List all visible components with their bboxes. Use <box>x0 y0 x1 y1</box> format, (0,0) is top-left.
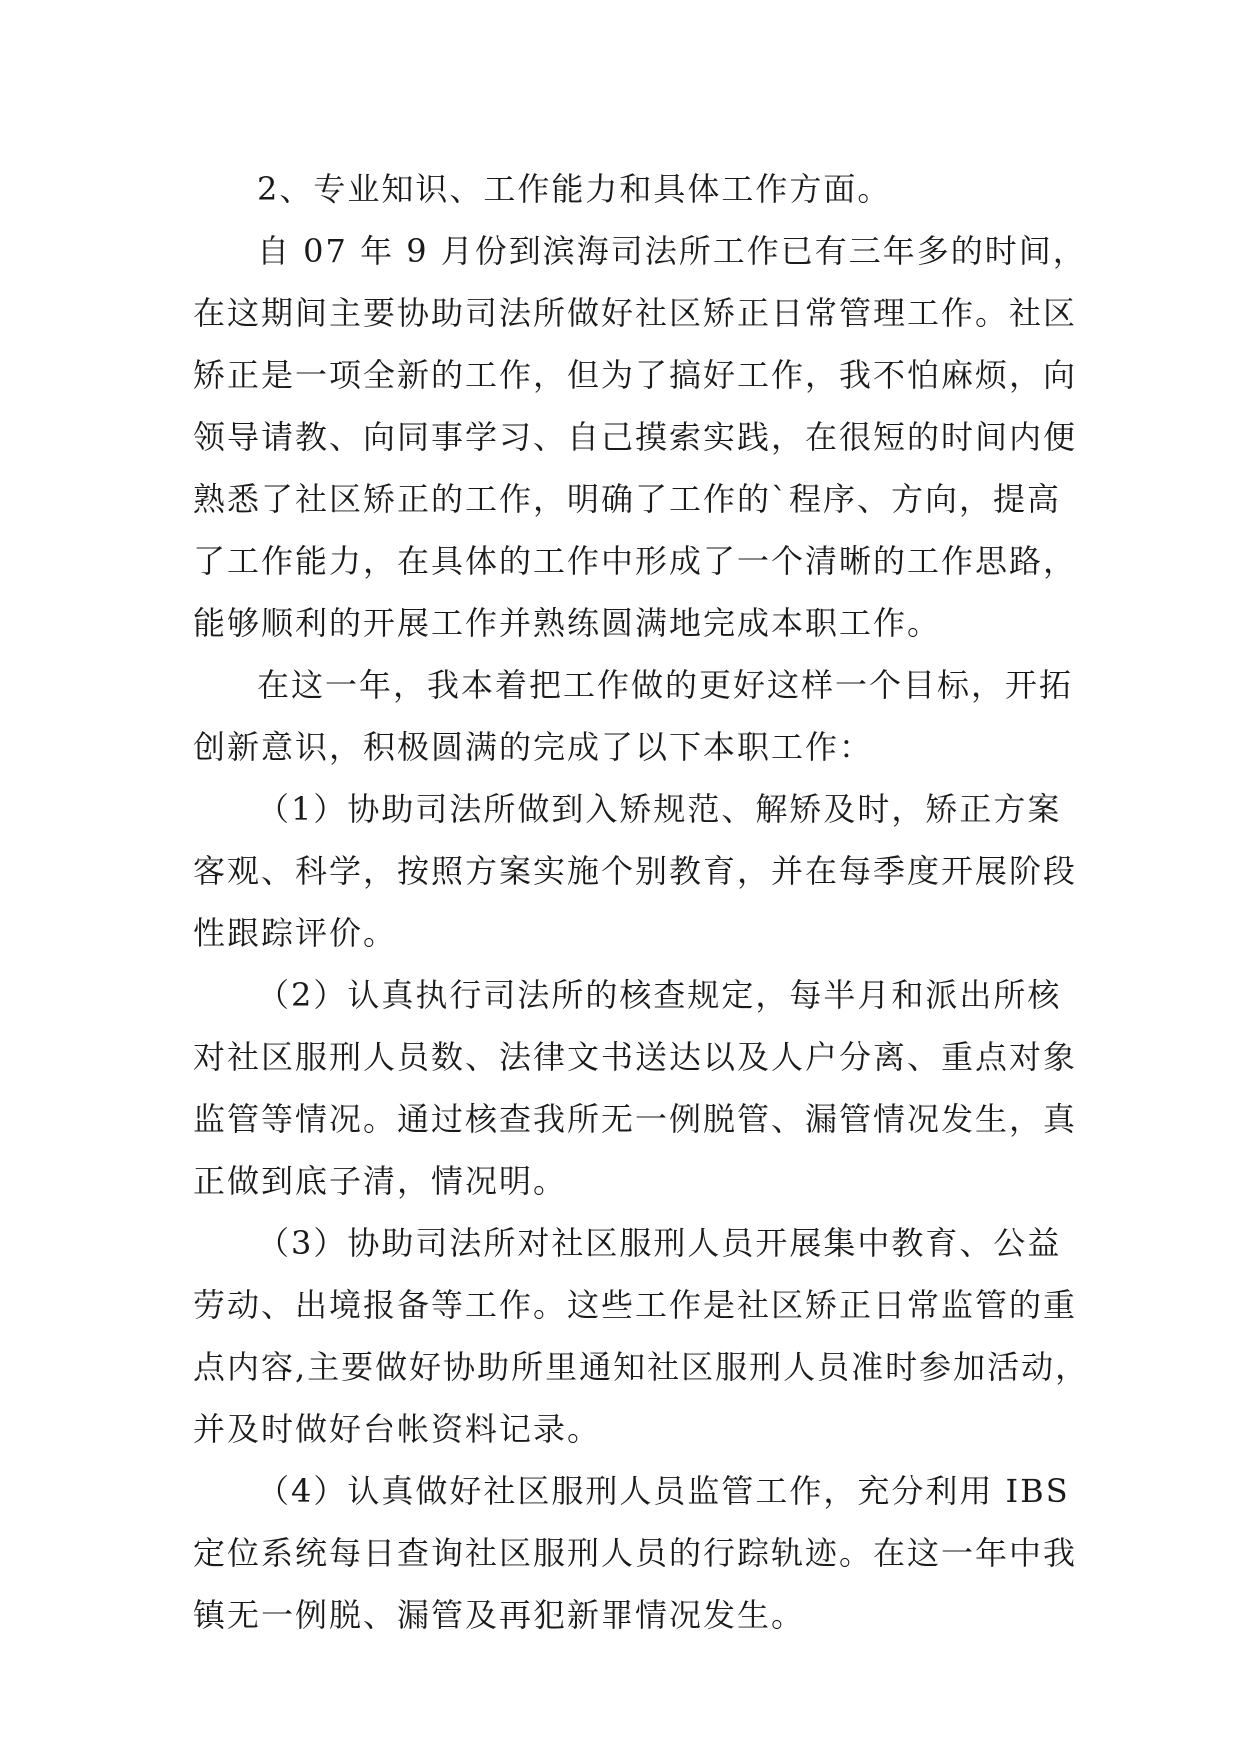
text-line: 性跟踪评价。 <box>193 914 398 952</box>
paragraph-item-1 <box>193 778 1078 964</box>
paragraph-item-4 <box>193 1460 1078 1646</box>
paragraph-this-year <box>193 654 1074 778</box>
text-line: 点内容,主要做好协助所里通知社区服刑人员准时参加活动， <box>193 1348 1090 1386</box>
text-line: （4）认真做好社区服刑人员监管工作，充分利用 IBS <box>257 1472 1070 1510</box>
text-line: （1）协助司法所做到入矫规范、解矫及时，矫正方案 <box>257 790 1062 828</box>
text-line: 2、专业知识、工作能力和具体工作方面。 <box>257 170 892 208</box>
text-line: 镇无一例脱、漏管及再犯新罪情况发生。 <box>193 1596 806 1634</box>
text-line: 能够顺利的开展工作并熟练圆满地完成本职工作。 <box>193 604 942 642</box>
paragraph-item-3 <box>193 1212 1090 1460</box>
text-line: 客观、科学，按照方案实施个别教育，并在每季度开展阶段 <box>193 852 1078 890</box>
text-line: 创新意识，积极圆满的完成了以下本职工作： <box>193 728 874 766</box>
paragraph-intro <box>193 220 1087 654</box>
text-line: 正做到底子清，情况明。 <box>193 1162 568 1200</box>
paragraph-item-2 <box>193 964 1078 1212</box>
text-line: （2）认真执行司法所的核查规定，每半月和派出所核 <box>257 976 1062 1014</box>
text-line: 了工作能力，在具体的工作中形成了一个清晰的工作思路， <box>193 542 1078 580</box>
text-line: 监管等情况。通过核查我所无一例脱管、漏管情况发生，真 <box>193 1100 1078 1138</box>
text-line: 矫正是一项全新的工作，但为了搞好工作，我不怕麻烦，向 <box>193 356 1078 394</box>
text-line: 定位系统每日查询社区服刑人员的行踪轨迹。在这一年中我 <box>193 1534 1078 1572</box>
text-line: 自 07 年 9 月份到滨海司法所工作已有三年多的时间， <box>257 232 1087 270</box>
text-line: 劳动、出境报备等工作。这些工作是社区矫正日常监管的重 <box>193 1286 1078 1324</box>
document-body <box>193 158 1090 1646</box>
text-line: 在这一年，我本着把工作做的更好这样一个目标，开拓 <box>257 666 1074 704</box>
text-line: 对社区服刑人员数、法律文书送达以及人户分离、重点对象 <box>193 1038 1078 1076</box>
text-line: 在这期间主要协助司法所做好社区矫正日常管理工作。社区 <box>193 294 1078 332</box>
text-line: 并及时做好台帐资料记录。 <box>193 1410 602 1448</box>
text-line: 领导请教、向同事学习、自己摸索实践，在很短的时间内便 <box>193 418 1078 456</box>
text-line: （3）协助司法所对社区服刑人员开展集中教育、公益 <box>257 1224 1062 1262</box>
paragraph-heading-2 <box>193 158 1057 220</box>
text-line: 熟悉了社区矫正的工作，明确了工作的`程序、方向，提高 <box>193 480 1062 518</box>
